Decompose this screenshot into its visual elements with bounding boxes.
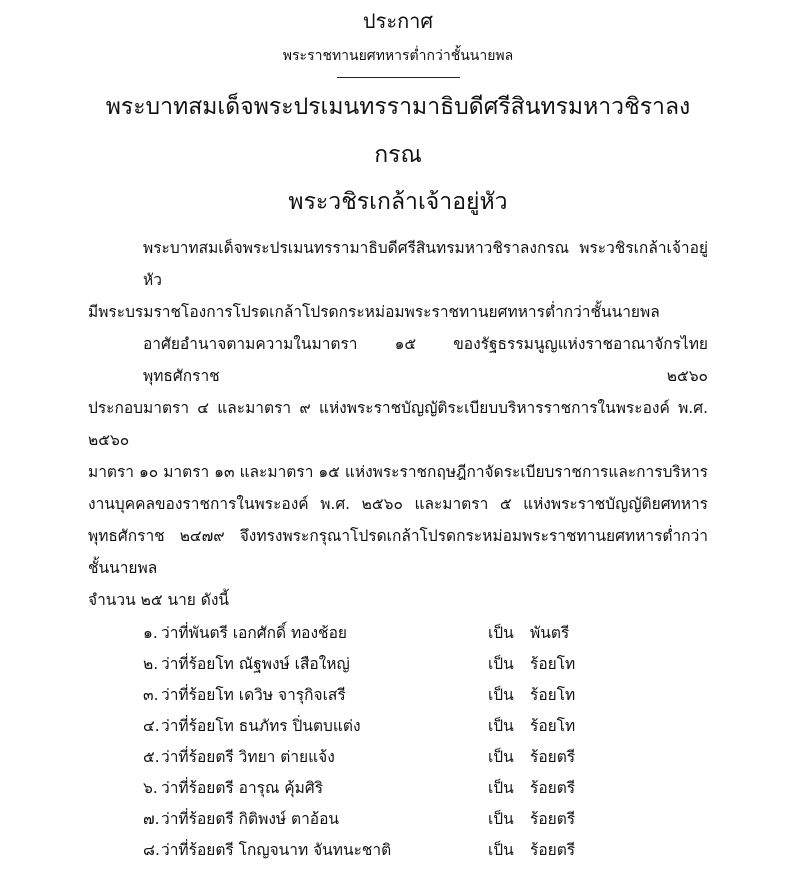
king-name-heading-line2: พระวชิรเกล้าเจ้าอยู่หัว: [288, 188, 508, 215]
body-line: พระบาทสมเด็จพระปรเมนทรรามาธิบดีศรีสินทรมหาวชิราลงกรณ พระวชิรเกล้าเจ้าอยู่หัว: [143, 238, 708, 289]
promotion-list: [88, 618, 708, 866]
item-number: ๗.: [143, 809, 160, 828]
item-verb: เป็น: [488, 778, 514, 797]
body-line: จำนวน ๒๕ นาย ดังนี้: [88, 590, 230, 609]
item-number: ๖.: [143, 778, 158, 797]
divider: [337, 77, 460, 78]
item-name: ว่าที่ร้อยโท ณัฐพงษ์ เสือใหญ่: [161, 654, 350, 673]
item-name: ว่าที่ร้อยโท เดวิษ จารุกิจเสรี: [161, 685, 346, 704]
king-name-heading-line1: พระบาทสมเด็จพระปรเมนทรรามาธิบดีศรีสินทรมหาวชิราลงกรณ: [105, 94, 691, 168]
body-line: พุทธศักราช ๒๔๗๙ จึงทรงพระกรุณาโปรดเกล้าโปรดกระหม่อมพระราชทานยศทหารต่ำกว่าชั้นนายพล: [88, 526, 708, 577]
item-number: ๕.: [143, 747, 160, 766]
item-rank: พันตรี: [530, 623, 570, 642]
list-item: [143, 680, 703, 711]
item-name: ว่าที่ร้อยโท ธนภัทร ปิ่นตบแต่ง: [161, 716, 361, 735]
item-number: ๔.: [143, 716, 160, 735]
document-subtitle: พระราชทานยศทหารต่ำกว่าชั้นนายพล: [282, 48, 514, 64]
item-number: ๑.: [143, 623, 158, 642]
item-number: ๓.: [143, 685, 159, 704]
item-name: ว่าที่ร้อยตรี โกญจนาท จันทนะชาติ: [161, 840, 392, 859]
item-rank: ร้อยโท: [530, 685, 576, 704]
body-line: งานบุคคลของราชการในพระองค์ พ.ศ. ๒๕๖๐ และมาตรา ๕ แห่งพระราชบัญญัติยศทหาร: [88, 494, 708, 513]
item-rank: ร้อยตรี: [530, 747, 576, 766]
item-verb: เป็น: [488, 840, 514, 859]
item-number: ๘.: [143, 840, 160, 859]
list-item: [143, 649, 703, 680]
item-number: ๒.: [143, 654, 159, 673]
item-verb: เป็น: [488, 809, 514, 828]
item-name: ว่าที่พันตรี เอกศักดิ์ ทองช้อย: [161, 623, 347, 642]
body-line: มีพระบรมราชโองการโปรดเกล้าโปรดกระหม่อมพระราชทานยศทหารต่ำกว่าชั้นนายพล: [88, 302, 660, 321]
list-item: [143, 711, 703, 742]
item-rank: ร้อยตรี: [530, 809, 576, 828]
body-line: ประกอบมาตรา ๔ และมาตรา ๙ แห่งพระราชบัญญัติระเบียบบริหารราชการในพระองค์ พ.ศ. ๒๕๖๐: [88, 398, 708, 449]
item-rank: ร้อยโท: [530, 716, 576, 735]
list-item: [143, 618, 703, 649]
list-item: [143, 773, 703, 804]
item-name: ว่าที่ร้อยตรี กิติพงษ์ ตาอ้อน: [161, 809, 340, 828]
body-text: [88, 232, 708, 616]
item-rank: ร้อยตรี: [530, 840, 576, 859]
list-item: [143, 804, 703, 835]
item-verb: เป็น: [488, 747, 514, 766]
heading-block: [88, 84, 708, 225]
body-line: อาศัยอำนาจตามความในมาตรา ๑๕ ของรัฐธรรมนูญแห่งราชอาณาจักรไทย พุทธศักราช ๒๕๖๐: [143, 334, 708, 385]
item-rank: ร้อยโท: [530, 654, 576, 673]
item-verb: เป็น: [488, 623, 514, 642]
body-line: มาตรา ๑๐ มาตรา ๑๓ และมาตรา ๑๕ แห่งพระราชกฤษฎีกาจัดระเบียบราชการและการบริหาร: [88, 462, 708, 481]
list-item: [143, 835, 703, 866]
item-verb: เป็น: [488, 716, 514, 735]
document-title: ประกาศ: [362, 9, 434, 33]
item-verb: เป็น: [488, 685, 514, 704]
item-name: ว่าที่ร้อยตรี อารุณ คุ้มศิริ: [161, 778, 324, 797]
item-verb: เป็น: [488, 654, 514, 673]
list-item: [143, 742, 703, 773]
item-rank: ร้อยตรี: [530, 778, 576, 797]
item-name: ว่าที่ร้อยตรี วิทยา ต่ายแจ้ง: [161, 747, 335, 766]
